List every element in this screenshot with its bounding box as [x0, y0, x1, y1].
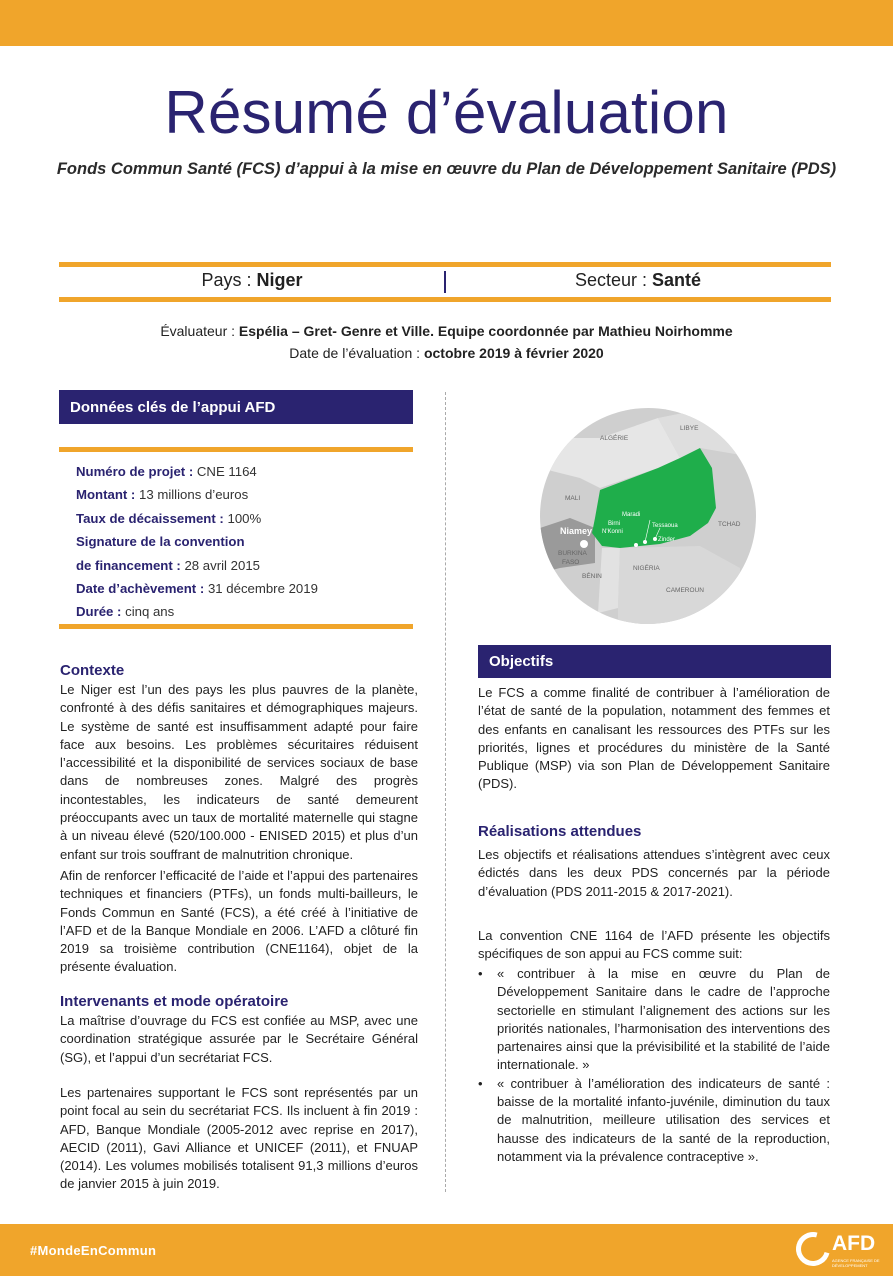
map-label-mali: MALI — [565, 495, 581, 502]
country-label: Pays : — [201, 270, 252, 290]
expected-results-paragraph-1: Les objectifs et réalisations attendues s’intègrent avec ceux édictés dans les deux PDS concernés par la période d’évaluation (PDS 2011-2015 & 2017-2021). — [478, 847, 830, 899]
key-data-item: de financement : 28 avril 2015 — [76, 557, 260, 573]
key-data-heading-text: Données clés de l’appui AFD — [70, 398, 276, 416]
info-rule-top — [59, 262, 831, 267]
key-data-item: Taux de décaissement : 100% — [76, 510, 262, 526]
column-separator — [445, 392, 446, 1192]
key-data-item: Signature de la convention — [76, 534, 245, 550]
stakeholders-title: Intervenants et mode opératoire — [60, 993, 289, 1010]
map-niamey-dot — [580, 540, 588, 548]
key-data-heading — [59, 390, 413, 424]
stakeholders-paragraph-2: Les partenaires supportant le FCS sont représentés par un point focal au sein du secrétariat FCS. Ils incluent à fin 2019 : AFD, Banque Mondiale (2005-2012 avec reprise en 2017), AECID (2011), Gavi Alliance et UNICEF (2011), et FNUAP (2014). Les volumes mobilisés totalisent 91,3 millions d’euros de janvier 2015 à juin 2019. — [60, 1085, 418, 1192]
map-label-zinder: Zinder — [658, 537, 676, 543]
expected-results-paragraph-2: La convention CNE 1164 de l’AFD présente les objectifs spécifiques de son appui au FCS comme suit: — [478, 928, 830, 962]
objectives-heading — [478, 645, 831, 678]
page-title: Résumé d’évaluation — [164, 79, 729, 146]
info-rule-bottom — [59, 297, 831, 302]
afd-logo-subtitle: AGENCE FRANÇAISE DE DÉVELOPPEMENT — [832, 1258, 880, 1268]
footer-hashtag: #MondeEnCommun — [30, 1243, 157, 1258]
map-label-nigeria: NIGÉRIA — [633, 565, 660, 572]
country-field — [59, 270, 445, 291]
map-label-cameroon: CAMEROUN — [666, 587, 704, 594]
afd-logo — [796, 1232, 888, 1270]
key-data-item: Montant : 13 millions d’euros — [76, 487, 249, 503]
map-konni-dot — [634, 543, 638, 547]
map-label-maradi: Maradi — [622, 512, 641, 518]
objectives-paragraph: Le FCS a comme finalité de contribuer à l’amélioration de l’état de santé de la population, notamment des femmes et des enfants en canalisant les ressources des PTFs sur les priorités, lignes et procédures du ministère de la Santé Publique (MSP) via son Plan de Développement Sanitaire (PDS). — [478, 685, 830, 792]
map-label-faso: FASO — [562, 559, 580, 566]
objective-bullet: • « contribuer à la mise en œuvre du Plan de Développement Sanitaire dans le cadre de l’approche sectorielle en stimulant l’alignement des actions sur les priorités nationales, l’harmonisation des interventions des partenaires ainsi que la prévisibilité et la stabilité de l’aide internationale. » — [478, 965, 830, 1075]
context-title: Contexte — [60, 662, 125, 679]
niger-map — [540, 398, 758, 638]
objective-bullet: • « contribuer à l’amélioration des indicateurs de santé : baisse de la mortalité infanto-juvénile, diminution du taux de malnutrition, meilleure utilisation des services et hausse des indicateurs de la santé de la reproduction, notamment via la prévalence contraceptive ». — [478, 1075, 830, 1166]
key-data-list — [76, 460, 406, 624]
objectives-heading-text: Objectifs — [489, 653, 554, 670]
sector-value: Santé — [652, 270, 702, 290]
context-paragraph-1: Le Niger est l’un des pays les plus pauvres de la planète, confronté à des défis sanitaires et démographiques majeurs. Le système de santé est insuffisamment adapté pour faire face aux besoins. Les problèmes sécuritaires réduisent l’accessibilité et la disponibilité de services sociaux de base dans de nombreuses zones. Malgré des progrès incontestables, les indicateurs de santé demeurent préoccupants avec un taux de mortalité maternelle qui stagne à un niveau élevé (520/100.000 - ENISED 2015) et plus d’un enfant sur trois souffrant de malnutrition chronique. — [60, 682, 418, 862]
map-label-benin: BÉNIN — [582, 573, 602, 580]
context-paragraph-2: Afin de renforcer l’efficacité de l’aide et l’appui des partenaires techniques et financiers (PTFs), un fonds multi-bailleurs, le Fonds Commun en Santé (FCS), a été créé à l’initiative de l’AFD et de la Banque Mondiale en 2006. L’AFD a clôturé fin 2019 sa troisième contribution (CNE1164), objet de la présente évaluation. — [60, 868, 418, 975]
afd-logo-text: AFD — [832, 1232, 876, 1255]
map-label-tessaoua: Tessaoua — [652, 523, 678, 529]
map-label-chad: TCHAD — [718, 521, 741, 528]
key-data-item: Durée : cinq ans — [76, 604, 175, 620]
country-value: Niger — [256, 270, 303, 290]
evaluation-date-label: Date de l’évaluation : — [289, 345, 421, 361]
evaluator-label: Évaluateur : — [160, 323, 236, 339]
map-label-burkina: BURKINA — [558, 550, 587, 557]
expected-results-title: Réalisations attendues — [478, 823, 642, 840]
evaluation-date-line — [0, 345, 893, 361]
page-subtitle: Fonds Commun Santé (FCS) d’appui à la mise en œuvre du Plan de Développement Sanitaire (PDS) — [56, 160, 837, 178]
afd-logo-ring-icon — [790, 1226, 836, 1272]
evaluator-line — [0, 323, 893, 339]
map-label-libya: LIBYE — [680, 425, 699, 432]
map-label-birni: Birni — [608, 521, 621, 527]
evaluator-value: Espélia – Gret- Genre et Ville. Equipe coordonnée par Mathieu Noirhomme — [238, 323, 733, 339]
stakeholders-paragraph-1: La maîtrise d’ouvrage du FCS est confiée au MSP, avec une coordination stratégique assurée par le Secrétaire Général (SG), et l’appui d’un secrétariat FCS. — [60, 1013, 418, 1065]
map-label-niamey: Niamey — [560, 526, 593, 536]
key-data-item: Numéro de projet : CNE 1164 — [76, 464, 257, 479]
sector-label: Secteur : — [574, 270, 647, 290]
map-label-nkonni: N'Konni — [602, 529, 623, 535]
key-data-rule-top — [59, 447, 413, 452]
map-label-algeria: ALGÉRIE — [600, 435, 629, 442]
sector-field — [445, 270, 831, 291]
key-data-rule-bottom — [59, 624, 413, 629]
top-accent-bar — [0, 0, 893, 46]
objectives-bullet-list — [478, 965, 830, 1166]
evaluation-date-value: octobre 2019 à février 2020 — [423, 345, 604, 361]
key-data-item: Date d’achèvement : 31 décembre 2019 — [76, 581, 318, 597]
